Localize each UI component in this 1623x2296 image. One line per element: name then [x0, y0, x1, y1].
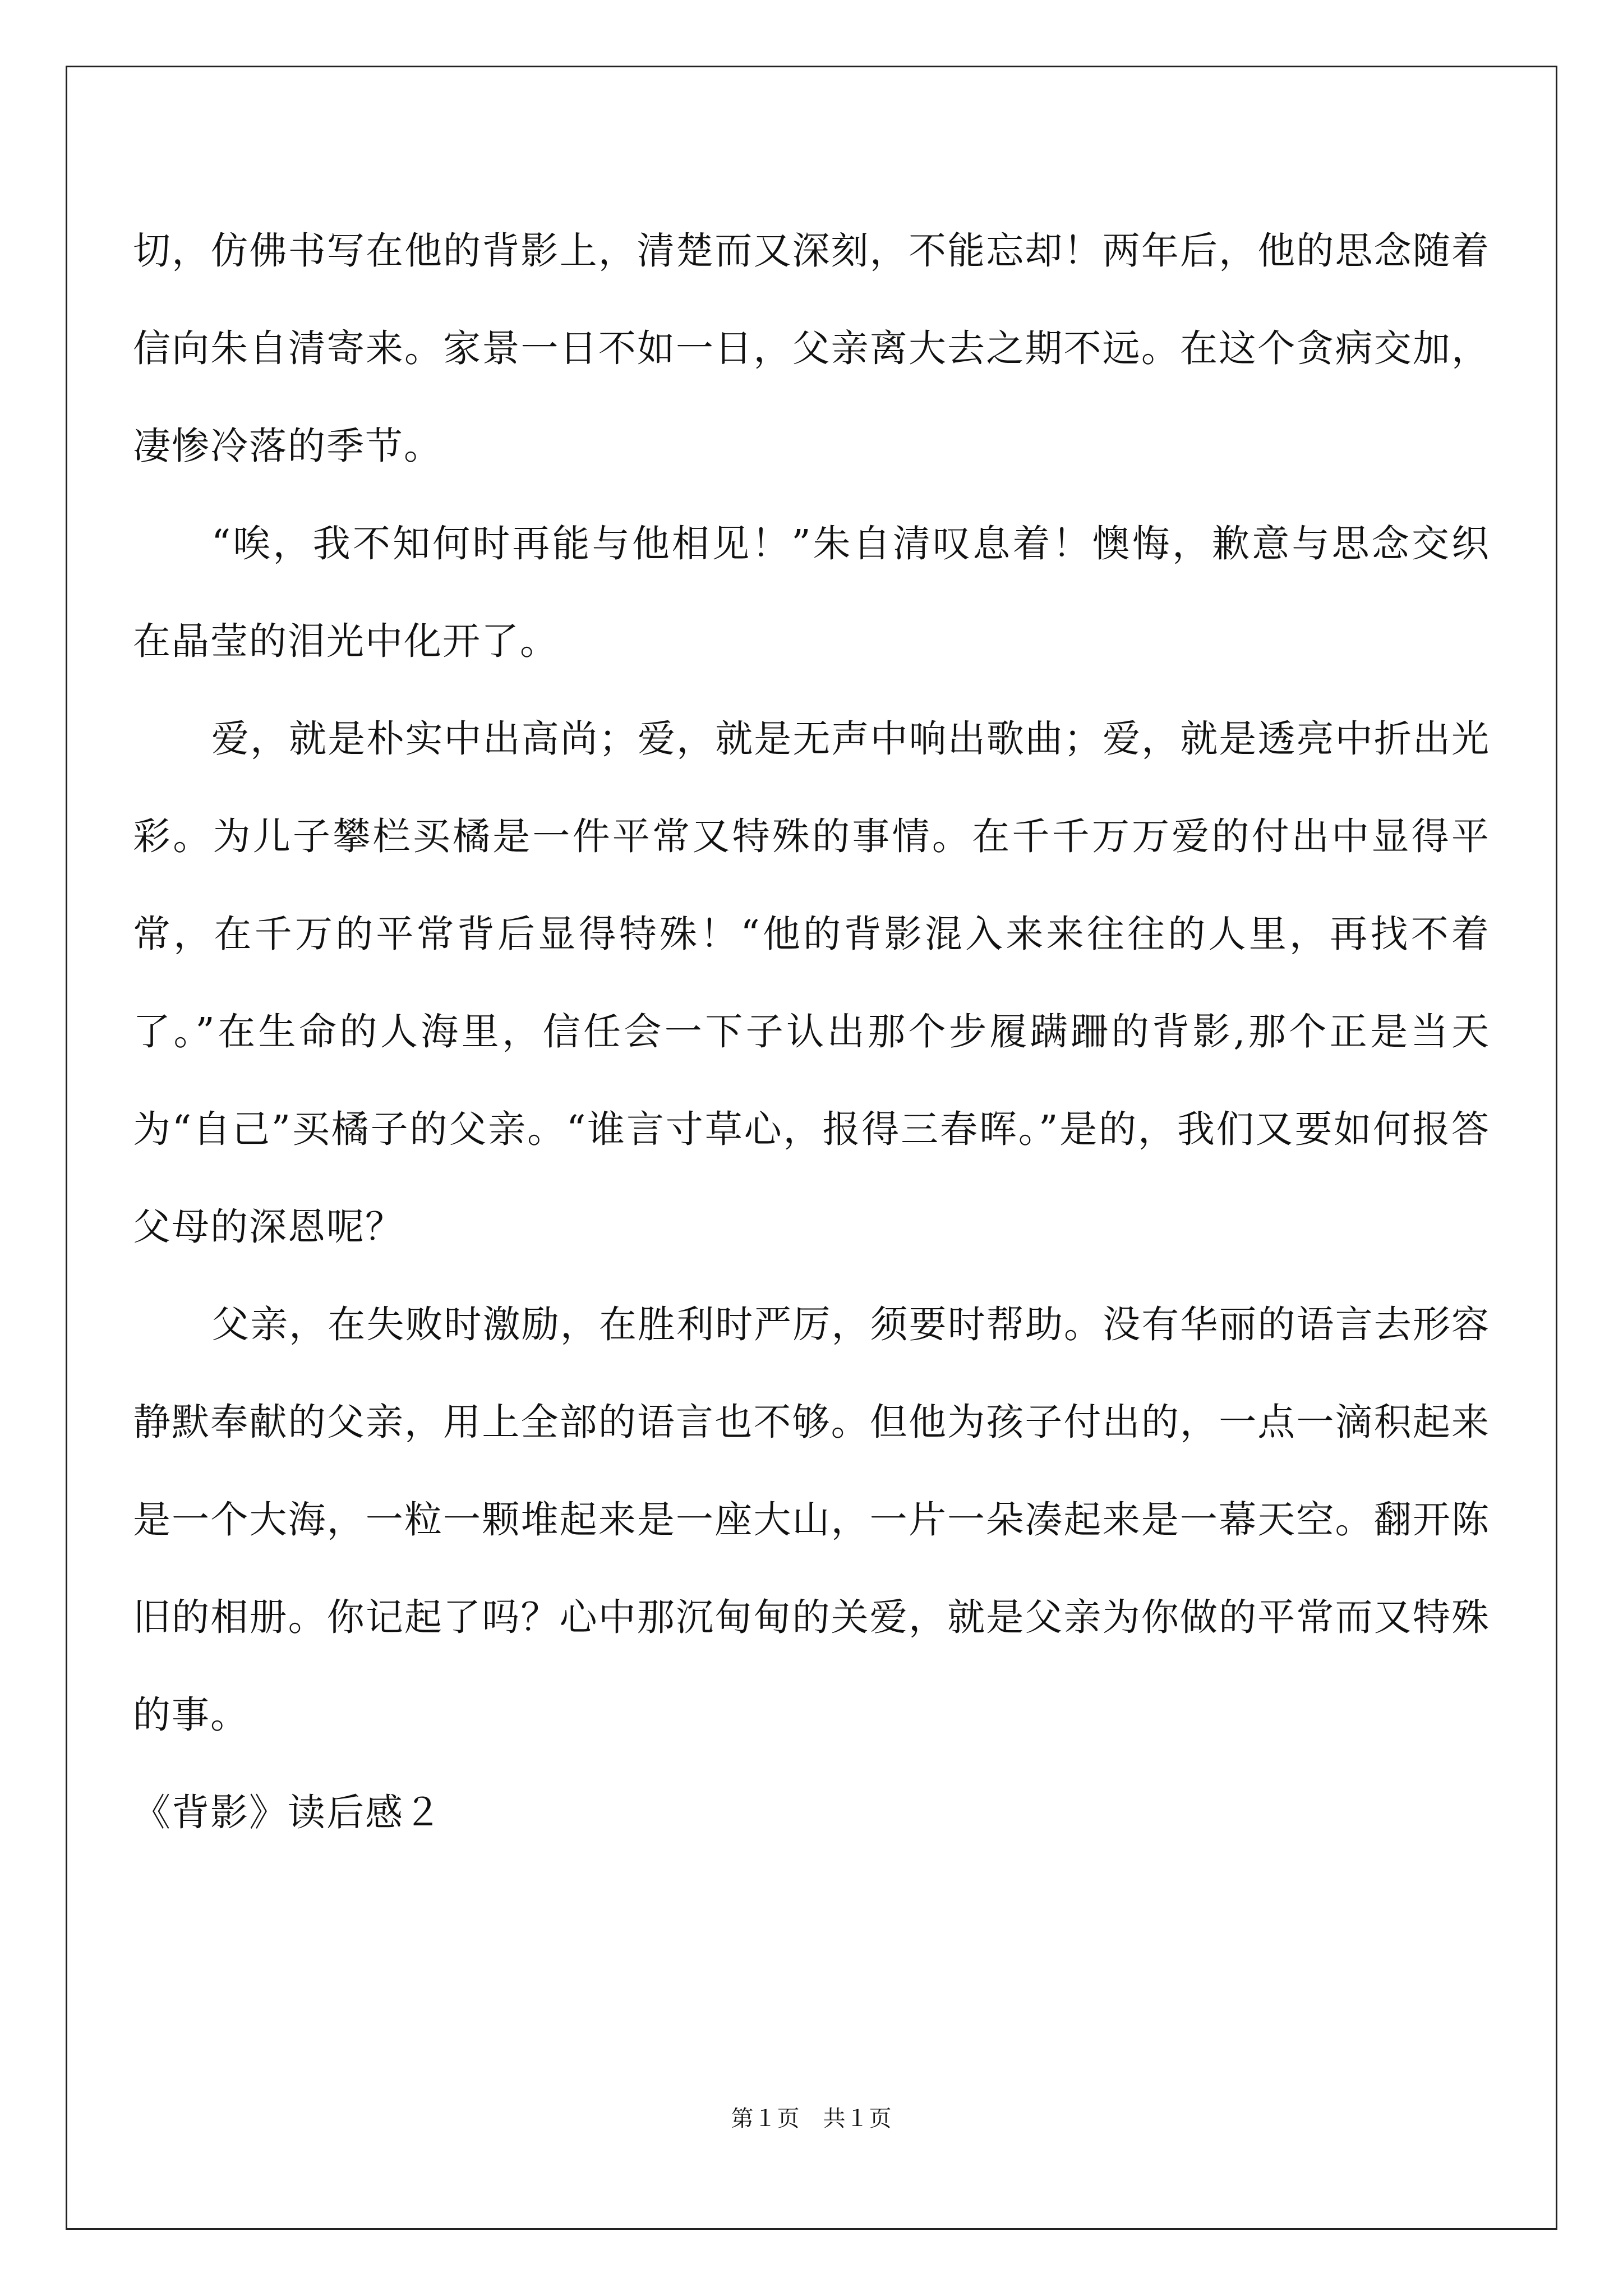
paragraph-3: 爱，就是朴实中出高尚；爱，就是无声中响出歌曲；爱，就是透亮中折出光彩。为儿子攀栏买橘是一件平常又特殊的事情。在千千万万爱的付出中显得平常，在千万的平常背后显得特殊！“他的背影混入来来往往的人里，再找不着了。”在生命的人海里，信任会一下子认出那个步履蹒跚的背影,那个正是当天为“自己”买橘子的父亲。“谁言寸草心，报得三春晖。”是的，我们又要如何报答父母的深恩呢？ — [133, 717, 1490, 1249]
document-body — [133, 202, 1490, 1861]
section-heading: 《背影》读后感２ — [133, 1791, 442, 1834]
paragraph-1: 切，仿佛书写在他的背影上，清楚而又深刻，不能忘却！两年后，他的思念随着信向朱自清寄来。家景一日不如一日，父亲离大去之期不远。在这个贪病交加，凄惨冷落的季节。 — [133, 229, 1490, 468]
paragraph-2: “唉，我不知何时再能与他相见！”朱自清叹息着！懊悔，歉意与思念交织在晶莹的泪光中化开了。 — [133, 522, 1490, 663]
paragraph-4: 父亲，在失败时激励，在胜利时严厉，须要时帮助。没有华丽的语言去形容静默奉献的父亲，用上全部的语言也不够。但他为孩子付出的，一点一滴积起来是一个大海，一粒一颗堆起来是一座大山，一片一朵凑起来是一幕天空。翻开陈旧的相册。你记起了吗？心中那沉甸甸的关爱，就是父亲为你做的平常而又特殊的事。 — [133, 1303, 1490, 1737]
page-footer: 第１页 共１页 — [731, 2106, 892, 2132]
